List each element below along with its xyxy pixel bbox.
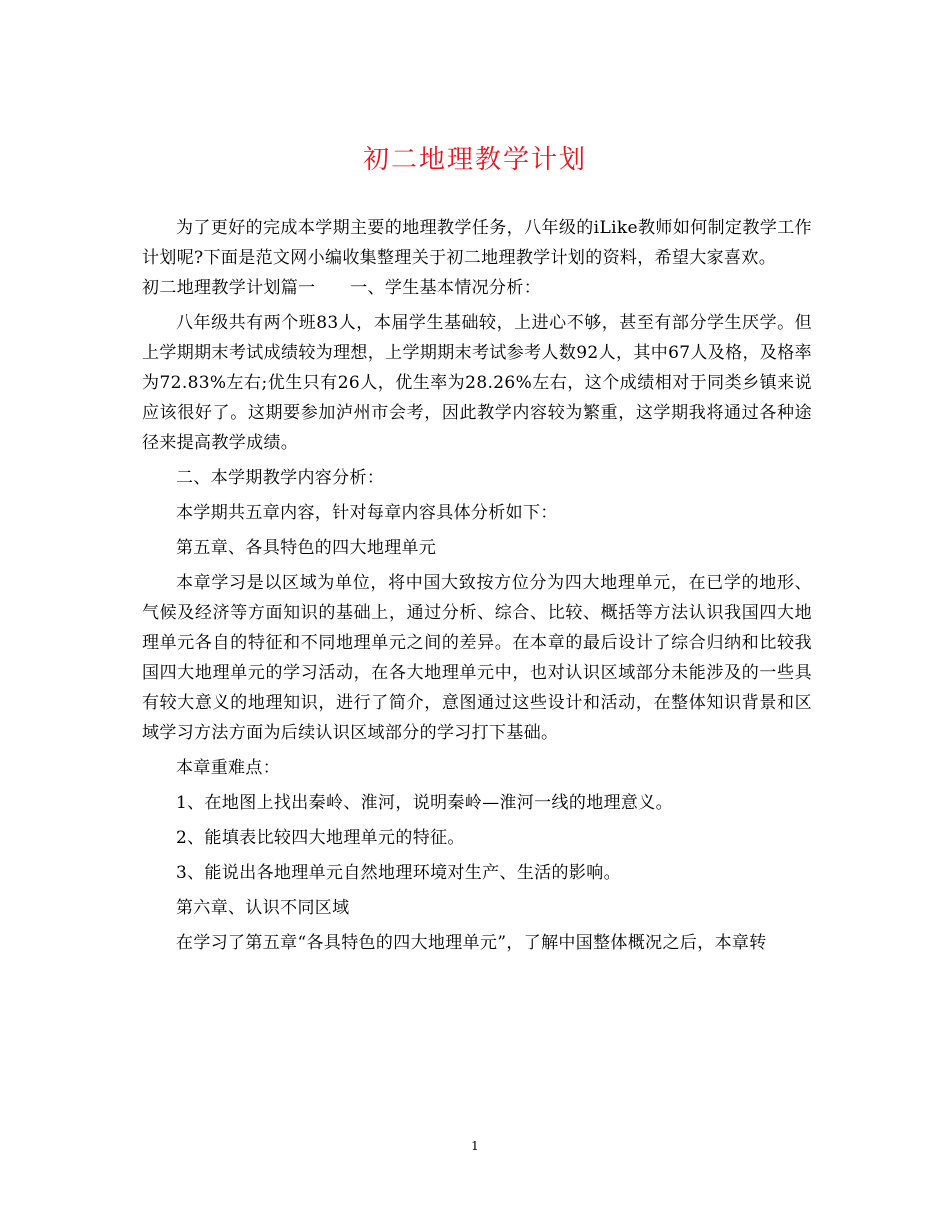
student-analysis-paragraph: 八年级共有两个班83人，本届学生基础较，上进心不够，甚至有部分学生厌学。但上学期期末考试成绩较为理想，上学期期末考试参考人数92人，其中67人及格，及格率为72.83%左右;优生只有26人，优生率为28.26%左右，这个成绩相对于同类乡镇来说应该很好了。这期要参加泸州市会考，因此教学内容较为繁重，这学期我将通过各种途径来提高教学成绩。 [142, 313, 812, 453]
intro-paragraph: 为了更好的完成本学期主要的地理教学任务，八年级的iLike教师如何制定教学工作计划呢?下面是范文网小编收集整理关于初二地理教学计划的资料，希望大家喜欢。 [142, 218, 812, 268]
key-point-item: 3、能说出各地理单元自然地理环境对生产、生活的影响。 [176, 863, 621, 883]
content-analysis-heading: 二、本学期教学内容分析： [176, 468, 385, 488]
page-number: 1 [471, 1139, 479, 1153]
document-title: 初二地理教学计划 [362, 145, 587, 175]
document-body [142, 213, 812, 963]
content-overview-paragraph: 本学期共五章内容，针对每章内容具体分析如下： [176, 503, 558, 523]
chapter-five-heading: 第五章、各具特色的四大地理单元 [176, 538, 437, 558]
chapter-six-paragraph: 在学习了第五章“各具特色的四大地理单元”，了解中国整体概况之后，本章转 [176, 933, 767, 953]
chapter-five-paragraph: 本章学习是以区域为单位，将中国大致按方位分为四大地理单元，在已学的地形、气候及经济等方面知识的基础上，通过分析、综合、比较、概括等方法认识我国四大地理单元各自的特征和不同地理单元之间的差异。在本章的最后设计了综合归纳和比较我国四大地理单元的学习活动，在各大地理单元中，也对认识区域部分未能涉及的一些具有较大意义的地理知识，进行了简介，意图通过这些设计和活动，在整体知识背景和区域学习方法方面为后续认识区域部分的学习打下基础。 [142, 573, 812, 743]
key-point-item: 2、能填表比较四大地理单元的特征。 [176, 828, 465, 848]
key-point-item: 1、在地图上找出秦岭、淮河，说明秦岭—淮河一线的地理意义。 [176, 793, 673, 813]
key-points-heading: 本章重难点： [176, 758, 281, 778]
chapter-six-heading: 第六章、认识不同区域 [176, 898, 350, 918]
section-heading-line: 初二地理教学计划篇一 一、学生基本情况分析： [142, 278, 542, 298]
